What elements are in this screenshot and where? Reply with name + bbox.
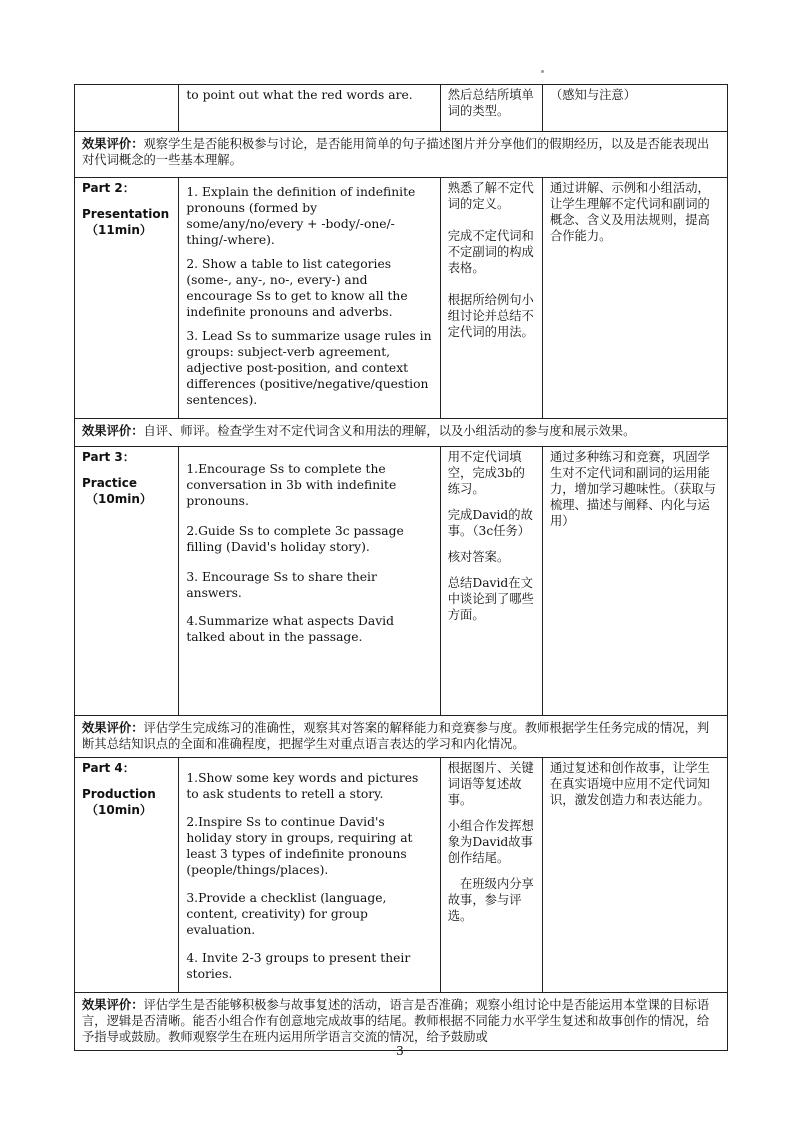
student-activity-cell: 然后总结所填单词的类型。 — [440, 85, 542, 132]
student-activity-cell: 用不定代词填空，完成3b的练习。 完成David的故事。（3c任务） 核对答案。 总结David在文中谈论到了哪些方面。 — [440, 447, 542, 716]
evaluation-cell: 效果评价：自评、师评。检查学生对不定代词含义和用法的理解，以及小组活动的参与度和展示效果。 — [75, 419, 728, 447]
evaluation-cell: 效果评价：评估学生完成练习的准确性，观察其对答案的解释能力和竞赛参与度。教师根据学生任务完成的情况，判断其总结知识点的全面和准确程度，把握学生对重点语言表达的学习和内化情况。 — [75, 716, 728, 758]
teacher-activity-cell: 1.Encourage Ss to complete the conversation in 3b with indefinite pronouns. 2.Guide Ss to complete 3c passage filling (David's holiday story). 3. Encourage Ss to share their answers. 4.Summarize what aspects David talked about in the passage. — [179, 447, 440, 716]
evaluation-cell: 效果评价：评估学生是否能够积极参与故事复述的活动，语言是否准确；观察小组讨论中是否能运用本堂课的目标语言，逻辑是否清晰。能否小组合作有创意地完成故事的结尾。教师根据不同能力水平学生复述和故事创作的情况，给予指导或鼓励。教师观察学生在班内运用所学语言交流的情况，给予鼓励或 — [75, 993, 728, 1051]
purpose-cell: （感知与注意） — [542, 85, 727, 132]
part-cell — [75, 758, 179, 993]
table-row — [75, 178, 728, 419]
part-time: （11min） — [86, 223, 152, 237]
teacher-activity-cell: 1.Show some key words and pictures to ask students to retell a story. 2.Inspire Ss to continue David's holiday story in groups, requiring at least 3 types of indefinite pronouns (people/things/places). 3.Provide a checklist (language, content, creativity) for group evaluation. 4. Invite 2-3 groups to present their stories. — [179, 758, 440, 993]
student-activity-cell: 熟悉了解不定代词的定义。 完成不定代词和不定副词的构成表格。 根据所给例句小组讨论并总结不定代词的用法。 — [440, 178, 542, 419]
part-time: （10min） — [86, 803, 152, 817]
part-subtitle: Production — [82, 787, 156, 801]
table-row — [75, 85, 728, 132]
student-activity-cell: 根据图片、关键词语等复述故事。 小组合作发挥想象为David故事创作结尾。 在班级内分享故事，参与评选。 — [440, 758, 542, 993]
part-subtitle: Practice — [82, 476, 138, 490]
evaluation-row — [75, 716, 728, 758]
part-time: （10min） — [86, 492, 152, 506]
table-row — [75, 758, 728, 993]
part-title: Part 2： — [82, 181, 135, 195]
purpose-cell: 通过多种练习和竞赛，巩固学生对不定代词和副词的运用能力，增加学习趣味性。（获取与梳理、描述与阐释、内化与运用） — [542, 447, 727, 716]
teacher-activity-cell: 1. Explain the definition of indefinite pronouns (formed by some/any/no/every + -body/-one/-thing/-where). 2. Show a table to list categories (some-, any-, no-, every-) and encourage Ss to get to know all the indefinite pronouns and adverbs. 3. Lead Ss to summarize usage rules in groups: subject-verb agreement, adjective post-position, and context differences (positive/negative/question sentences). — [179, 178, 440, 419]
part-subtitle: Presentation — [82, 207, 170, 221]
purpose-cell: 通过复述和创作故事，让学生在真实语境中应用不定代词知识，激发创造力和表达能力。 — [542, 758, 727, 993]
teacher-activity-cell: to point out what the red words are. — [179, 85, 440, 132]
evaluation-cell: 效果评价：观察学生是否能积极参与讨论，是否能用简单的句子描述图片并分享他们的假期经历，以及是否能表现出对代词概念的一些基本理解。 — [75, 132, 728, 178]
part-cell — [75, 178, 179, 419]
purpose-cell: 通过讲解、示例和小组活动，让学生理解不定代词和副词的概念、含义及用法规则，提高合作能力。 — [542, 178, 727, 419]
evaluation-row — [75, 132, 728, 178]
lesson-plan-table — [74, 84, 728, 1051]
evaluation-row — [75, 993, 728, 1051]
part-title: Part 4： — [82, 761, 135, 775]
evaluation-row — [75, 419, 728, 447]
page-number: 3 — [396, 1044, 404, 1058]
part-cell — [75, 85, 179, 132]
part-cell — [75, 447, 179, 716]
scan-mark — [541, 70, 544, 73]
part-title: Part 3： — [82, 450, 135, 464]
table-row — [75, 447, 728, 716]
